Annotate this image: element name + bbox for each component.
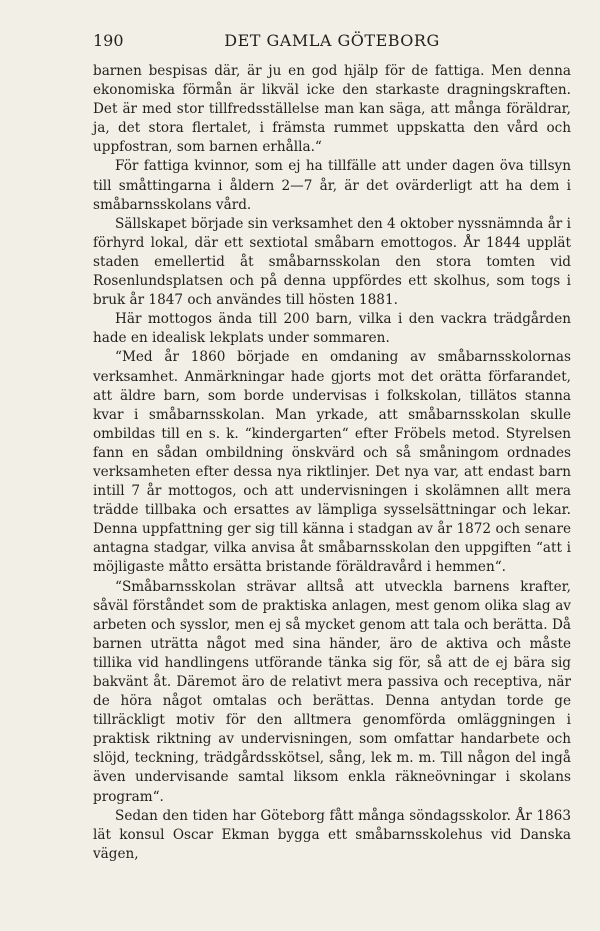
page-header (93, 31, 571, 55)
paragraph: Sedan den tiden har Göteborg fått många söndagsskolor. År 1863 lät konsul Oscar Ekman bygga ett småbarnsskolehus vid Danska vägen, (93, 807, 571, 862)
paragraph: Här mottogos ända till 200 barn, vilka i den vackra trädgården hade en idealisk lekplats under sommaren. (93, 311, 571, 347)
paragraph: barnen bespisas där, är ju en god hjälp för de fattiga. Men denna ekonomiska förmån är likväl icke den starkaste dragningskraften. Det är med stor tillfredsställelse man kan säga, att många föräldrar, ja, det stora flertalet, i främsta rummet uppskatta den vård och uppfostran, som barnen erhålla.“ (93, 63, 571, 156)
paragraph: “Småbarnsskolan strävar alltså att utveckla barnens krafter, såväl förståndet som de praktiska anlagen, mest genom olika slag av arbeten och sysslor, men ej så mycket genom att tala och berätta. Då barnen uträtta något med sina händer, äro de aktiva och måste tillika vid handlingens utförande tänka sig för, så att de ej bära sig bakvänt åt. Däremot äro de relativt mera passiva och receptiva, när de höra något omtalas och berättas. Denna antydan torde ge tillräckligt motiv för den alltmera genomförda omläggningen i praktisk riktning av undervisningen, som omfattar handarbete och slöjd, teckning, trädgårdsskötsel, sång, lek m. m. Till någon del ingå även undervisande samtal liksom enkla räkneövningar i skolans program“. (93, 578, 571, 805)
paragraph: “Med år 1860 började en omdaning av småbarnsskolornas verksamhet. Anmärkningar hade gjorts mot det orätta förfarandet, att äldre barn, som borde undervisas i folkskolan, tillätos stanna kvar i småbarnsskolan. Man yrkade, att småbarnsskolan skulle ombildas till en s. k. “kindergarten“ efter Fröbels metod. Styrelsen fann en sådan ombildning önskvärd och så småningom ordnades verksamheten efter dessa nya riktlinjer. Det nya var, att endast barn intill 7 år mottogos, och att undervisningen i skolämnen allt mera trädde tillbaka och ersattes av lämpliga sysselsättningar och lekar. Denna uppfattning ger sig till känna i stadgan av år 1872 och senare antagna stadgar, vilka anvisa åt småbarnsskolan den uppgiften “att i möjligaste måtto ersätta bristande föräldravård i hemmen“. (93, 349, 571, 576)
page-number: 190 (93, 31, 124, 50)
body-text (93, 62, 571, 864)
paragraph: För fattiga kvinnor, som ej ha tillfälle att under dagen öva tillsyn till småttingarna i åldern 2—7 år, är det ovärderligt att ha dem i småbarnsskolans vård. (93, 158, 571, 213)
running-title: DET GAMLA GÖTEBORG (224, 31, 440, 50)
paragraph: Sällskapet började sin verksamhet den 4 oktober nyssnämnda år i förhyrd lokal, där ett sextiotal småbarn emottogos. År 1844 upplät staden emellertid åt småbarnsskolan den stora tomten vid Rosenlundsplatsen och på denna uppfördes ett skolhus, som togs i bruk år 1847 och användes till hösten 1881. (93, 215, 571, 309)
